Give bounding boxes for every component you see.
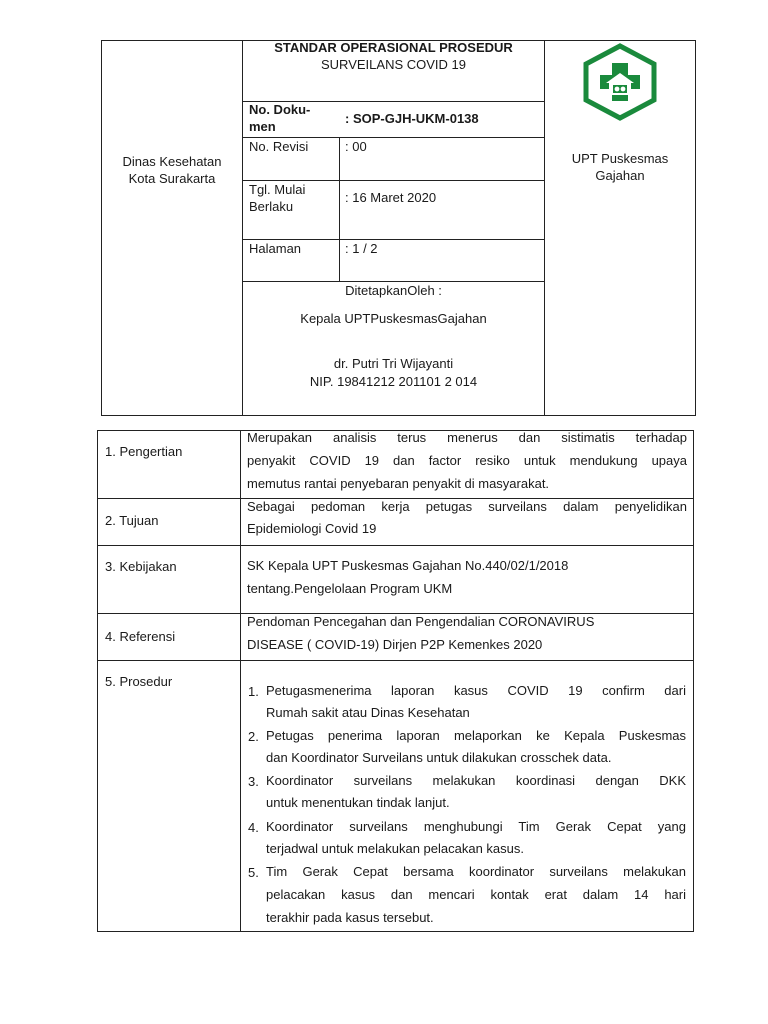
procedure-line: pelacakan kasus dan mencari kontak erat dalam 14 hari [266,887,686,902]
approver-name: dr. Putri Tri Wijayanti [333,356,454,371]
right-org [545,150,695,184]
procedure-num: 3. [248,774,259,789]
doc-number-value: : SOP-GJH-UKM-0138 [345,111,479,126]
revision-value: : 00 [345,139,367,154]
approver-position: Kepala UPTPuskesmasGajahan [300,311,487,326]
right-org-line: UPT Puskesmas [571,151,669,166]
tujuan-line: Epidemiologi Covid 19 [247,521,377,536]
left-org-line: Dinas Kesehatan [122,154,222,169]
page-value: : 1 / 2 [345,241,378,256]
procedure-line: Petugas penerima laporan melaporkan ke Kepala Puskesmas [266,728,686,743]
referensi-line: Pendoman Pencegahan dan Pengendalian CORONAVIRUS [247,614,595,629]
procedure-num: 2. [248,729,259,744]
section-label-prosedur: 5. Prosedur [105,674,173,689]
label-line: Berlaku [249,199,294,214]
page-label: Halaman [249,241,302,256]
kebijakan-line: SK Kepala UPT Puskesmas Gajahan No.440/02/1/2018 [247,558,569,573]
approver-nip: NIP. 19841212 201101 2 014 [309,374,478,389]
procedure-line: terjadwal untuk melakukan pelacakan kasus. [266,841,524,856]
puskesmas-logo [582,43,658,121]
procedure-line: untuk menentukan tindak lanjut. [266,795,450,810]
section-label-referensi: 4. Referensi [105,629,176,644]
section-label-tujuan: 2. Tujuan [105,513,159,528]
left-org-line: Kota Surakarta [128,171,216,186]
pengertian-line: Merupakan analisis terus menerus dan sistimatis terhadap [247,430,687,445]
approved-by: DitetapkanOleh : [345,283,442,298]
procedure-line: dan Koordinator Surveilans untuk dilakukan crosschek data. [266,750,612,765]
procedure-num: 1. [248,684,259,699]
doc-subtitle: SURVEILANS COVID 19 [321,57,466,72]
right-org-line: Gajahan [595,168,645,183]
referensi-line: DISEASE ( COVID-19) Dirjen P2P Kemenkes 2020 [247,637,543,652]
pengertian-line: penyakit COVID 19 dan factor resiko untuk mendukung upaya [247,453,687,468]
procedure-line: Petugasmenerima laporan kasus COVID 19 confirm dari [266,683,686,698]
section-label-kebijakan: 3. Kebijakan [105,559,177,574]
start-date-label [249,181,337,215]
left-org [102,153,242,187]
procedure-num: 5. [248,865,259,880]
kebijakan-line: tentang.Pengelolaan Program UKM [247,581,453,596]
procedure-num: 4. [248,820,259,835]
label-line: Tgl. Mulai [249,182,306,197]
section-label-pengertian: 1. Pengertian [105,444,183,459]
doc-title: STANDAR OPERASIONAL PROSEDUR [274,40,513,55]
procedure-line: Rumah sakit atau Dinas Kesehatan [266,705,470,720]
label-line: men [249,119,276,134]
pengertian-line: memutus rantai penyebaran penyakit di masyarakat. [247,476,550,491]
tujuan-line: Sebagai pedoman kerja petugas surveilans dalam penyelidikan [247,499,687,514]
revision-label: No. Revisi [249,139,309,154]
doc-number-label [249,101,337,135]
label-line: No. Doku- [249,102,311,117]
procedure-line: Koordinator surveilans melakukan koordinasi dengan DKK [266,773,686,788]
procedure-line: Tim Gerak Cepat bersama koordinator surveilans melakukan [266,864,686,879]
procedure-line: Koordinator surveilans menghubungi Tim Gerak Cepat yang [266,819,686,834]
procedure-line: terakhir pada kasus tersebut. [266,910,434,925]
start-date-value: : 16 Maret 2020 [345,190,437,205]
